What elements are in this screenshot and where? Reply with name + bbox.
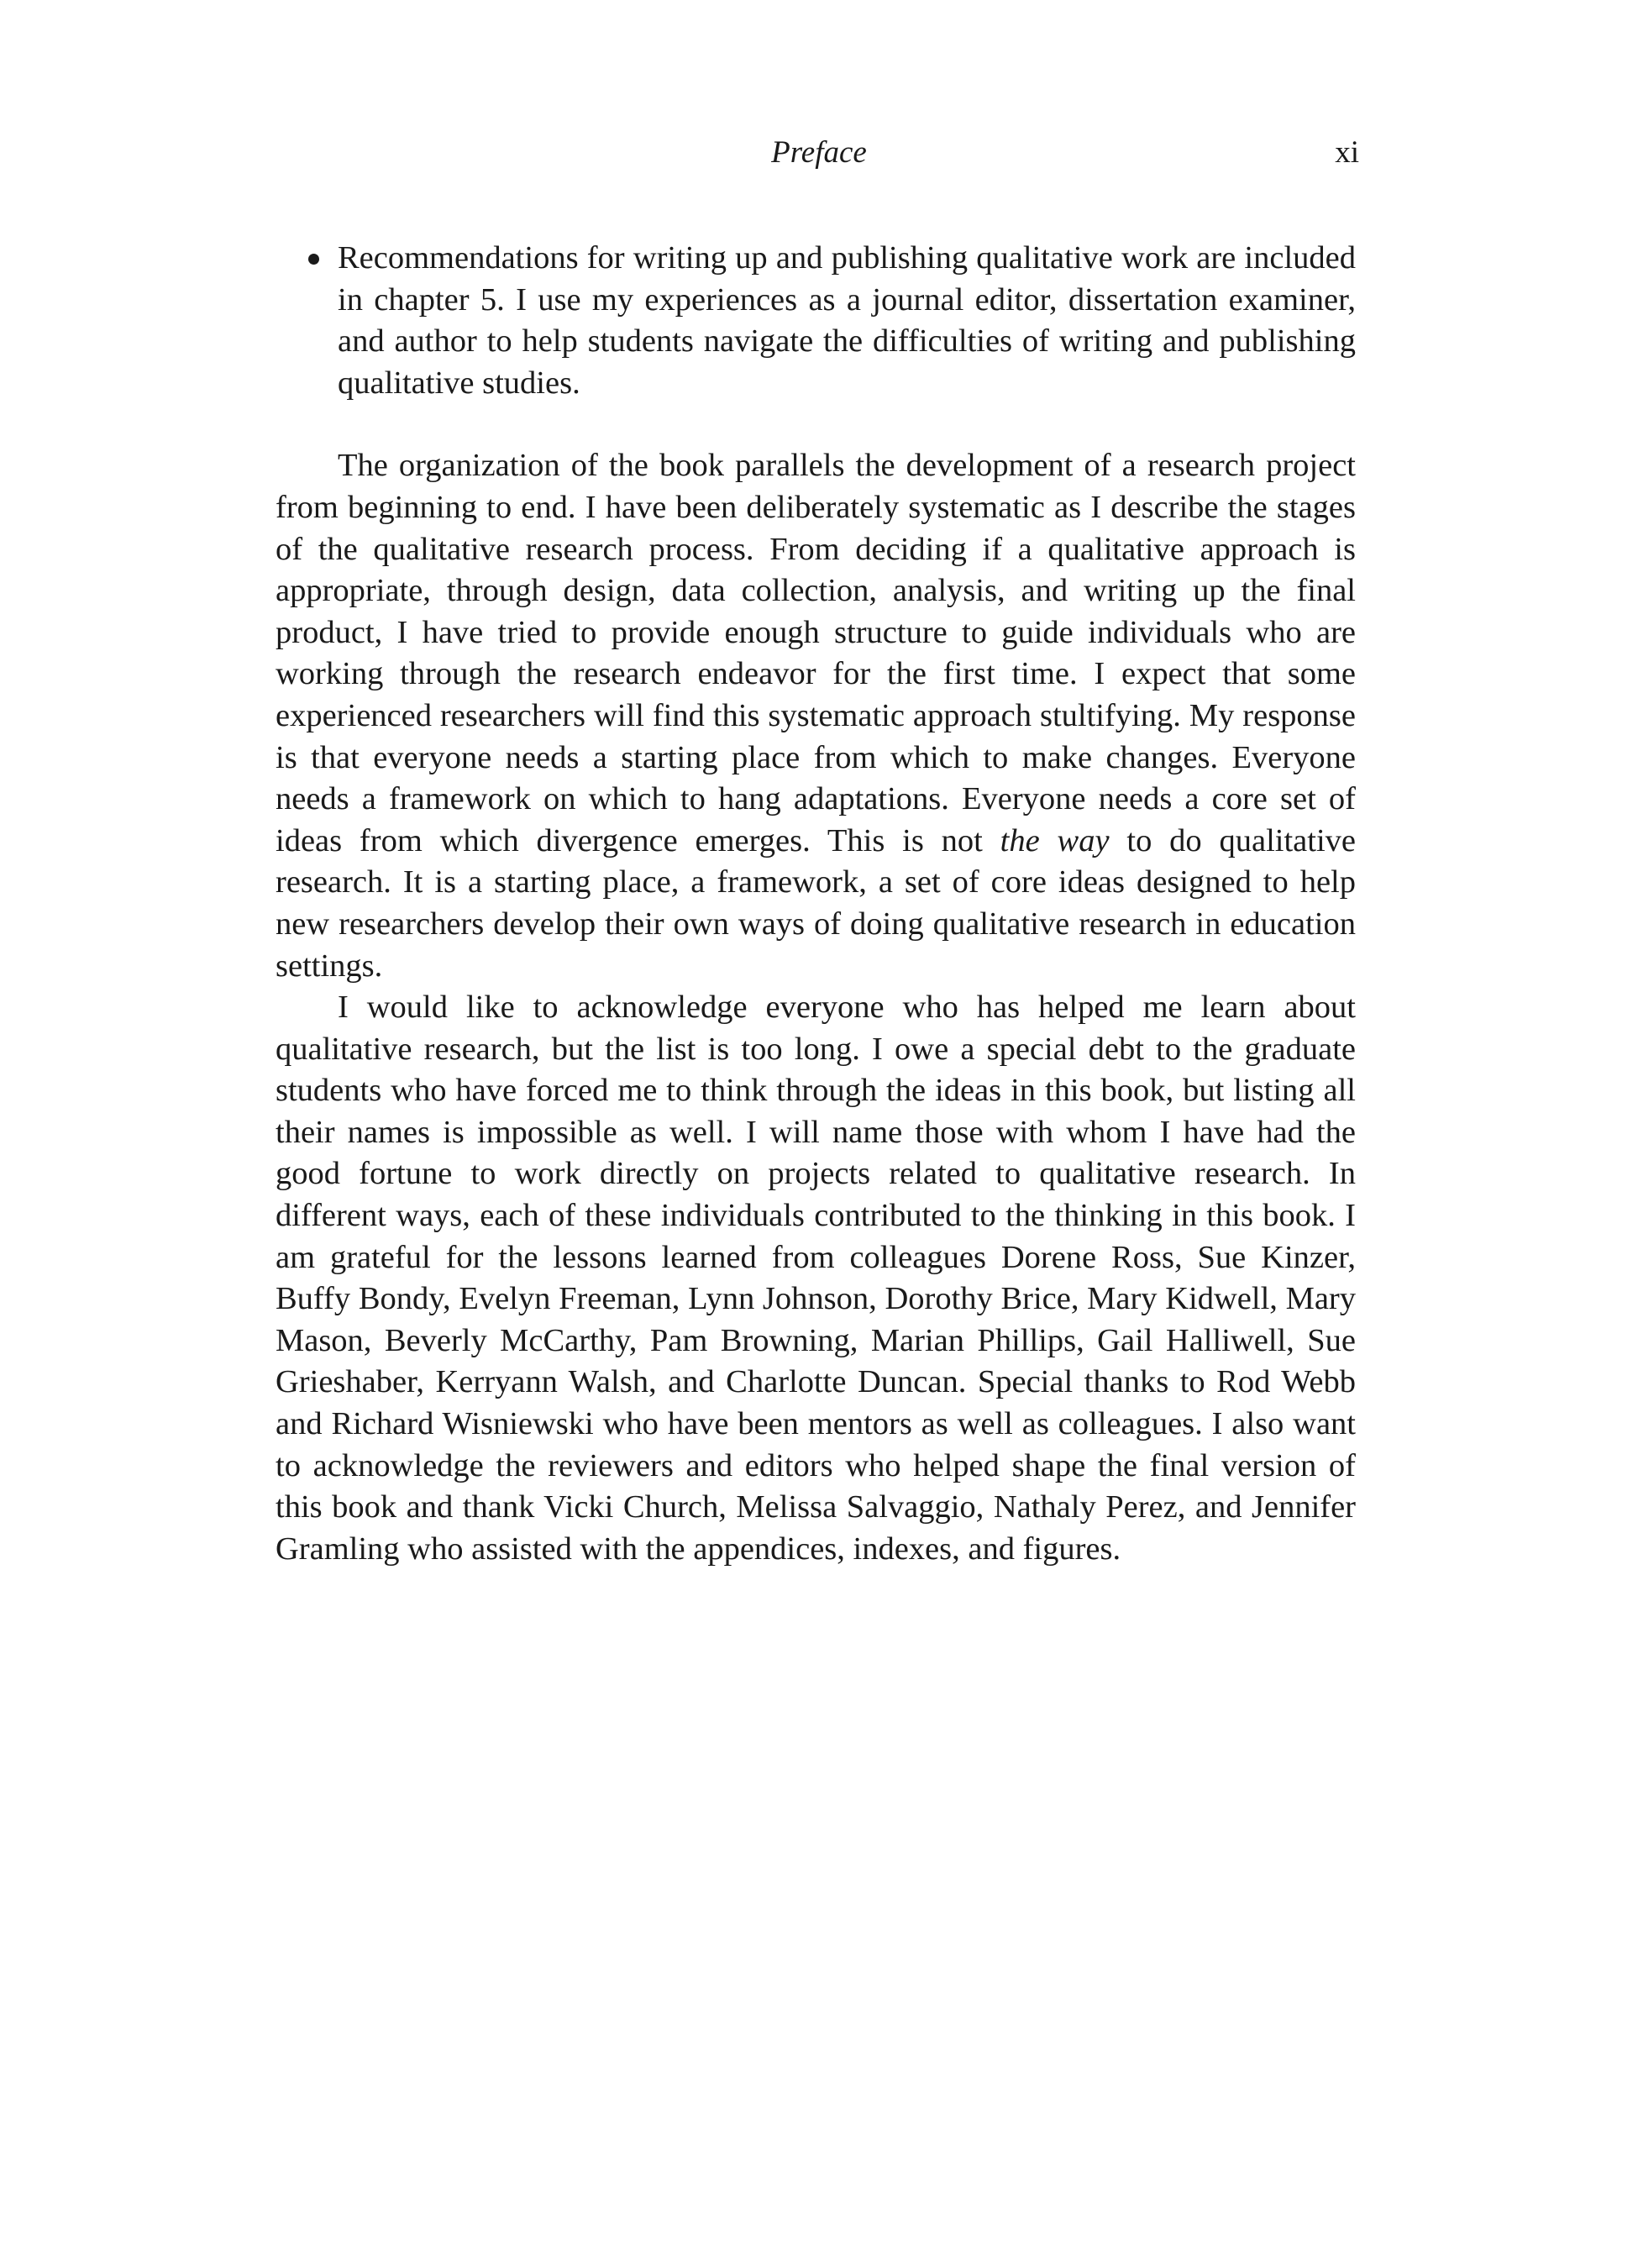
organization-paragraph — [276, 445, 1356, 987]
bullet-text: Recommendations for writing up and publishing qualitative work are included in chapter 5. I use my experiences as a journal editor, dissertation examiner, and author to help students navigate the difficulties of writing and publishing qualitative studies. — [338, 240, 1356, 401]
bullet-item — [276, 238, 1356, 404]
acknowledgments-paragraph: I would like to acknowledge everyone who has helped me learn about qualitative research, but the list is too long. I owe a special debt to the graduate students who have forced me to think through the ideas in this book, but listing all their names is impossible as well. I will name those with whom I have had the good fortune to work directly on projects related to qualitative research. In different ways, each of these individuals contributed to the thinking in this book. I am grateful for the lessons learned from colleagues Dorene Ross, Sue Kinzer, Buffy Bondy, Evelyn Freeman, Lynn Johnson, Dorothy Brice, Mary Kidwell, Mary Mason, Beverly McCarthy, Pam Browning, Marian Phillips, Gail Halliwell, Sue Grieshaber, Kerryann Walsh, and Charlotte Duncan. Special thanks to Rod Webb and Richard Wisniewski who have been mentors as well as colleagues. I also want to acknowledge the reviewers and editors who helped shape the final version of this book and thank Vicki Church, Melissa Salvaggio, Nathaly Perez, and Jennifer Gramling who assisted with the appendices, indexes, and figures. — [276, 990, 1356, 1567]
page-number: xi — [1335, 135, 1359, 170]
bullet-icon — [308, 238, 333, 280]
text-block — [276, 238, 1356, 1570]
paragraph-gap — [276, 404, 1356, 445]
organization-text-end: to do qualitative research. It is a starting place, a framework, a set of core ideas designed to help new researchers develop their own ways of doing qualitative research in education settings. — [276, 822, 1356, 984]
running-title: Preface — [771, 135, 867, 170]
emphasis-the-way: the way — [1000, 822, 1110, 858]
organization-text-start: The organization of the book parallels the development of a research project from beginning to end. I have been deliberately systematic as I describe the stages of the qualitative research process. From deciding if a qualitative approach is appropriate, through design, data collection, analysis, and writing up the final product, I have tried to provide enough structure to guide individuals who are working through the research endeavor for the first time. I expect that some experienced researchers will find this systematic approach stultifying. My response is that everyone needs a starting place from which to make changes. Everyone needs a framework on which to hang adaptations. Everyone needs a core set of ideas from which divergence emerges. This is not — [276, 448, 1356, 858]
running-head — [0, 133, 1638, 173]
